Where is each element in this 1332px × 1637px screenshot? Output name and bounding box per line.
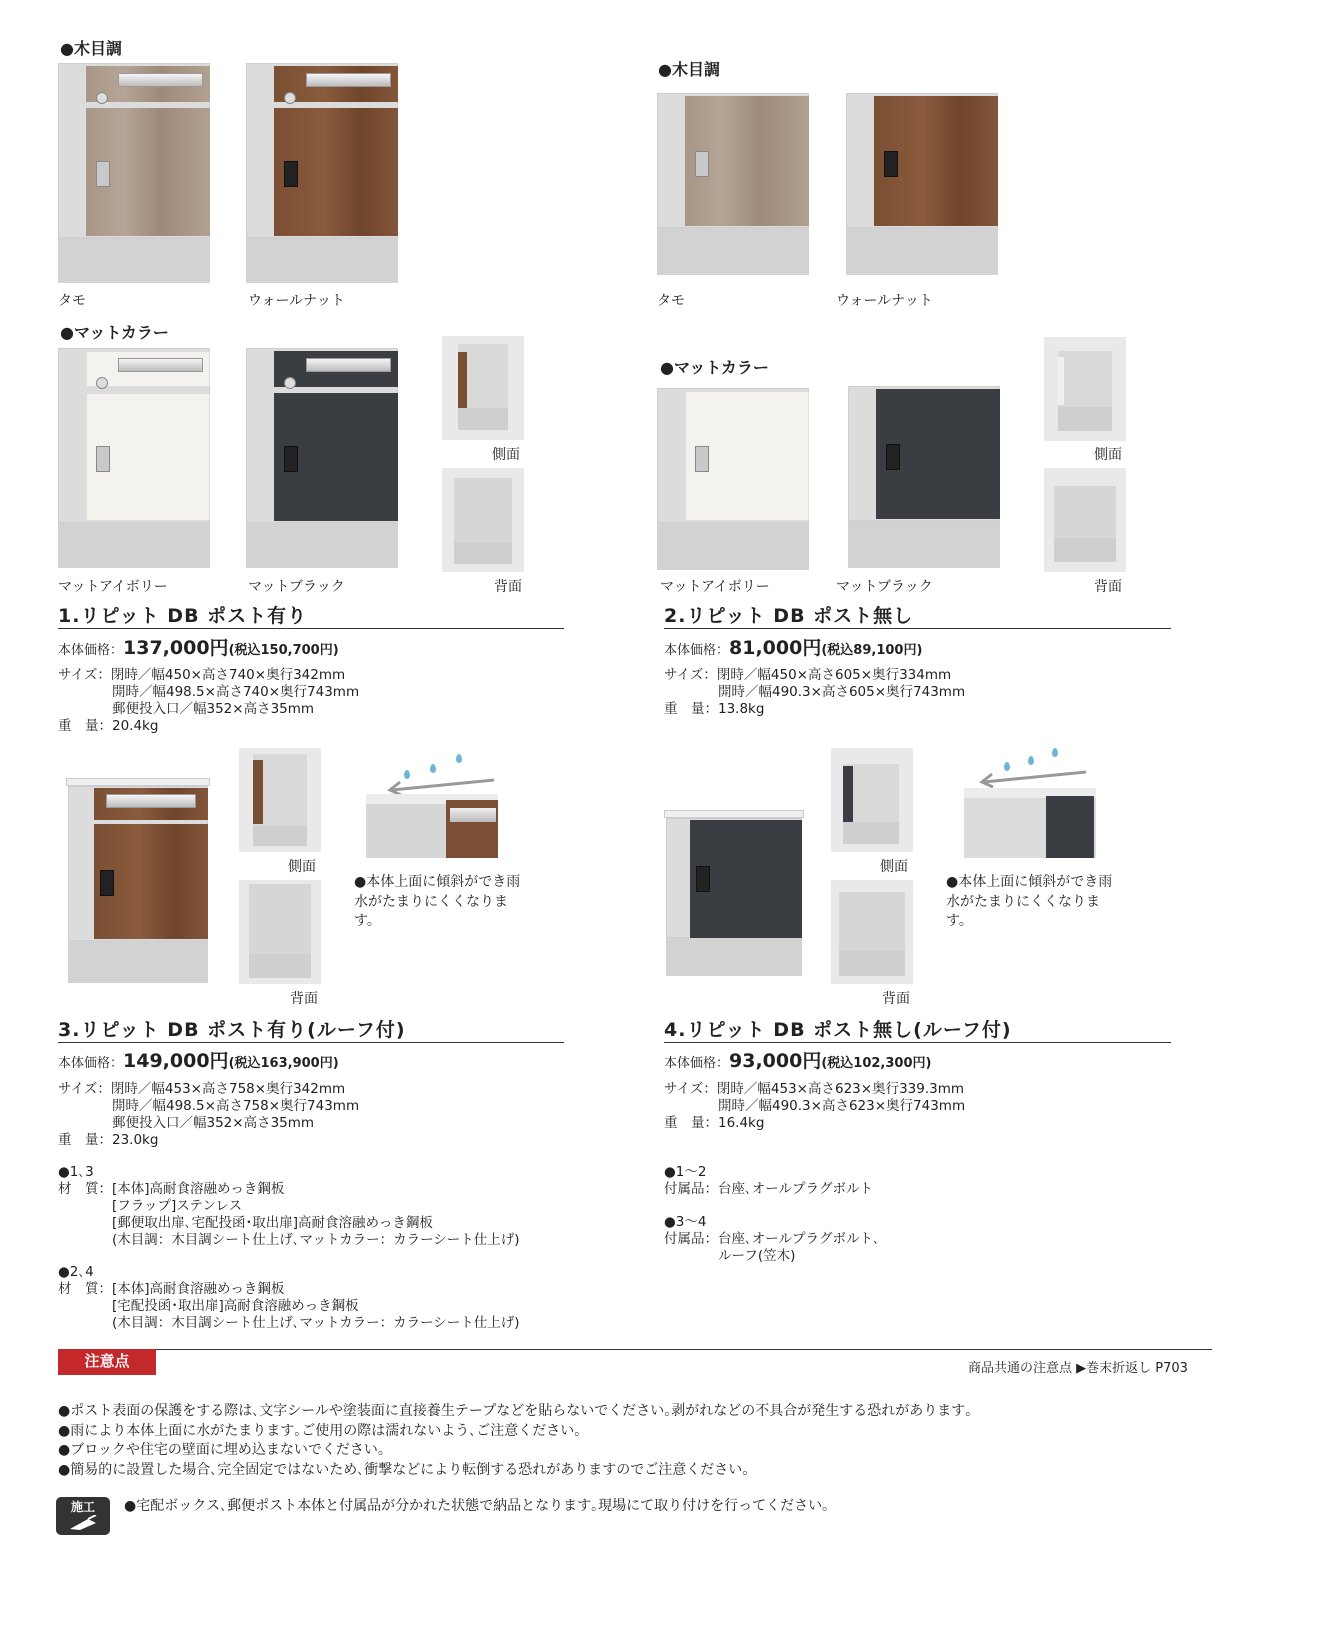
caption-black-2: マットブラック [836, 579, 933, 595]
install-note: ●宅配ボックス､郵便ポスト本体と付属品が分かれた状態で納品となります｡現場にて取り付けを行ってください｡ [124, 1498, 830, 1514]
caution-item: ●簡易的に設置した場合､完全固定ではないため､衝撃などにより転倒する恐れがありますのでご注意ください｡ [58, 1461, 750, 1478]
slope-note-3: ●本体上面に傾斜ができ雨水がたまりにくくなります。 [354, 874, 521, 929]
roof-slope-detail-4 [964, 748, 1096, 858]
caption-tamo-2: タモ [657, 293, 685, 309]
roof-slope-detail-3 [366, 752, 498, 858]
product-image-ivory-nopost [657, 388, 809, 570]
caption-side-3: 側面 [288, 859, 316, 875]
caption-side-1: 側面 [492, 447, 520, 463]
price-tax: (税込163,900円) [228, 1056, 339, 1071]
arrow-left-icon [386, 774, 496, 796]
caution-item: ●雨により本体上面に水がたまります｡ご使用の際は濡れないよう､ご注意ください｡ [58, 1422, 582, 1439]
left-matte-heading: ●マットカラー [60, 323, 169, 342]
install-badge [56, 1497, 110, 1535]
product-4-spec: サイズ：閉時／幅453×高さ623×奥行339.3mm 開時／幅490.3×高さ623×奥行743mm 重 量：16.4kg [664, 1081, 966, 1131]
caption-ivory-1: マットアイボリー [58, 579, 168, 595]
install-badge-label: 施工 [70, 1500, 95, 1514]
price-label: 本体価格： [58, 1056, 124, 1071]
caution-item: ●ブロックや住宅の壁面に埋め込まないでください｡ [58, 1442, 385, 1458]
caption-side-2: 側面 [1094, 447, 1122, 463]
price-value: 81,000円 [729, 637, 822, 659]
accessories-3-4: ●3～4 付属品：台座､オールプラグボルト､ ルーフ(笠木) [664, 1214, 880, 1264]
left-wood-heading: ●木目調 [60, 39, 122, 58]
caption-back-2: 背面 [1094, 579, 1122, 595]
price-label: 本体価格： [58, 643, 124, 658]
caption-side-4: 側面 [880, 859, 908, 875]
caption-walnut-2: ウォールナット [836, 293, 933, 309]
product-image-tamo-nopost [657, 93, 809, 275]
product-image-walnut-roof-post [66, 778, 210, 983]
side-view-image-3 [239, 748, 321, 852]
back-view-image-4 [831, 880, 913, 984]
caution-item: ●ポスト表面の保護をする際は､文字シールや塗装面に直接養生テープなどを貼らないでください｡剥がれなどの不具合が発生する恐れがあります｡ [58, 1403, 973, 1419]
product-image-black-nopost [848, 386, 1000, 568]
product-image-black-roof-nopost [664, 810, 804, 976]
caption-black-1: マットブラック [248, 579, 345, 595]
side-view-image-2 [1044, 337, 1126, 441]
price-tax: (税込150,700円) [228, 643, 339, 658]
product-4-title: 4.リピット DB ポスト無し(ルーフ付) [664, 1019, 1012, 1041]
caption-tamo-1: タモ [58, 293, 86, 309]
product-3-rule [58, 1042, 564, 1043]
product-image-walnut-post [246, 63, 398, 283]
notes-rule [58, 1349, 1212, 1350]
price-label: 本体価格： [664, 643, 730, 658]
caption-ivory-2: マットアイボリー [660, 579, 770, 595]
materials-1-3: ●1､3 材 質：[本体]高耐食溶融めっき鋼板 [フラップ]ステンレス [郵便取出扉､宅配投函･取出扉]高耐食溶融めっき鋼板 (木目調：木目調シート仕上げ､マットカラー：カラーシート仕上げ) [58, 1164, 520, 1248]
trowel-icon [66, 1515, 100, 1531]
materials-2-4: ●2､4 材 質：[本体]高耐食溶融めっき鋼板 [宅配投函･取出扉]高耐食溶融めっき鋼板 (木目調：木目調シート仕上げ､マットカラー：カラーシート仕上げ) [58, 1264, 520, 1331]
product-1-spec: サイズ：閉時／幅450×高さ740×奥行342mm 開時／幅498.5×高さ740×奥行743mm 郵便投入口／幅352×高さ35mm 重 量：20.4kg [58, 667, 360, 734]
product-1-rule [58, 628, 564, 629]
back-view-image-2 [1044, 468, 1126, 572]
product-2-spec: サイズ：閉時／幅450×高さ605×奥行334mm 開時／幅490.3×高さ605×奥行743mm 重 量：13.8kg [664, 667, 966, 717]
caption-back-4: 背面 [882, 991, 910, 1007]
product-image-tamo-post [58, 63, 210, 283]
price-value: 137,000円 [123, 637, 229, 659]
product-4-price [664, 1046, 931, 1073]
caption-walnut-1: ウォールナット [248, 293, 345, 309]
product-2-title: 2.リピット DB ポスト無し [664, 605, 914, 627]
price-label: 本体価格： [664, 1056, 730, 1071]
product-image-ivory-post [58, 348, 210, 568]
product-3-spec: サイズ：閉時／幅453×高さ758×奥行342mm 開時／幅498.5×高さ758×奥行743mm 郵便投入口／幅352×高さ35mm 重 量：23.0kg [58, 1081, 360, 1148]
price-tax: (税込89,100円) [821, 643, 923, 658]
right-matte-heading: ●マットカラー [660, 358, 769, 377]
caution-reference: 商品共通の注意点 ▶巻末折返し P703 [968, 1361, 1188, 1376]
product-image-black-post [246, 348, 398, 568]
caution-list [58, 1402, 1218, 1480]
accessories-1-2: ●1～2 付属品：台座､オールプラグボルト [664, 1164, 873, 1197]
product-3-title: 3.リピット DB ポスト有り(ルーフ付) [58, 1019, 406, 1041]
side-view-image-4 [831, 748, 913, 852]
arrow-left-icon [978, 766, 1088, 788]
side-view-image-1 [442, 336, 524, 440]
caption-back-3: 背面 [290, 991, 318, 1007]
price-tax: (税込102,300円) [821, 1056, 932, 1071]
product-4-rule [664, 1042, 1171, 1043]
caution-tag: 注意点 [58, 1349, 156, 1375]
back-view-image-3 [239, 880, 321, 984]
product-image-walnut-nopost [846, 93, 998, 275]
caption-back-1: 背面 [494, 579, 522, 595]
back-view-image-1 [442, 468, 524, 572]
slope-note-4: ●本体上面に傾斜ができ雨水がたまりにくくなります。 [946, 874, 1113, 929]
price-value: 149,000円 [123, 1050, 229, 1072]
price-value: 93,000円 [729, 1050, 822, 1072]
product-2-price [664, 633, 922, 660]
product-1-price [58, 633, 339, 660]
product-3-price [58, 1046, 339, 1073]
product-1-title: 1.リピット DB ポスト有り [58, 605, 308, 627]
right-wood-heading: ●木目調 [658, 60, 720, 79]
product-2-rule [664, 628, 1171, 629]
